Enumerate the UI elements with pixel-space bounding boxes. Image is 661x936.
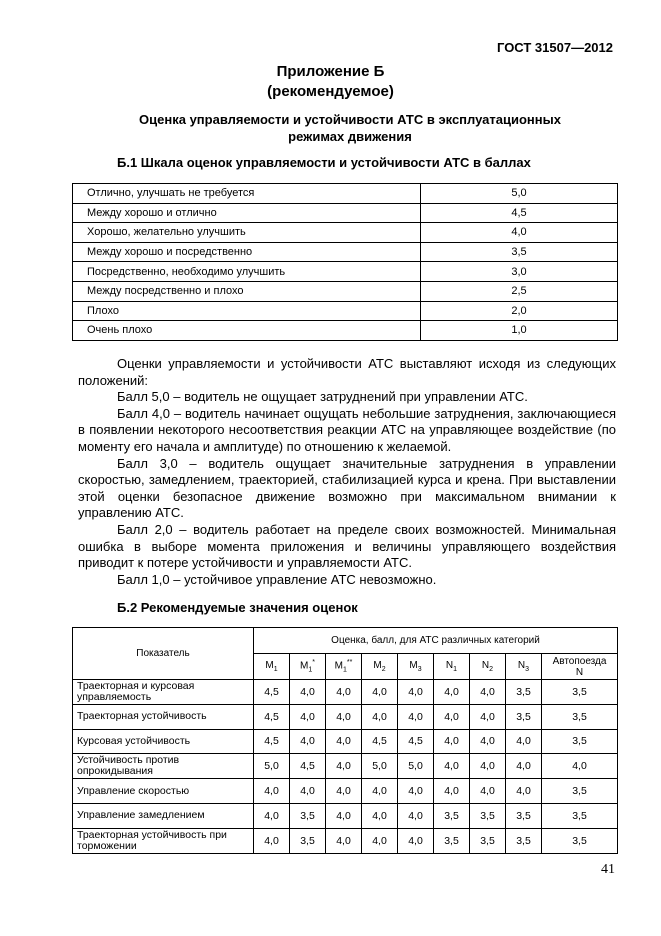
category-subscript: 1: [342, 666, 347, 674]
category-superscript: *: [312, 659, 315, 667]
score-cell: 4,0: [470, 754, 506, 779]
category-header: [434, 654, 470, 680]
score-cell: 4,0: [326, 803, 362, 828]
category-letter: M: [265, 660, 274, 671]
scale-label: Очень плохо: [73, 321, 421, 341]
scale-value: 1,0: [421, 321, 618, 341]
score-cell: 4,0: [398, 779, 434, 804]
score-cell: 4,0: [470, 704, 506, 729]
score-cell: 5,0: [254, 754, 290, 779]
scale-label: Посредственно, необходимо улучшить: [73, 262, 421, 282]
score-cell: 3,5: [506, 828, 542, 853]
indicator-name: Курсовая устойчивость: [73, 729, 254, 754]
score-cell: 4,0: [326, 704, 362, 729]
score-cell: 5,0: [362, 754, 398, 779]
score-cell: 4,0: [470, 729, 506, 754]
scale-row: [73, 242, 618, 262]
score-cell: 3,5: [506, 704, 542, 729]
appendix-heading: [40, 111, 660, 145]
heading-line-2: режимах движения: [288, 129, 412, 144]
category-subscript: 2: [489, 666, 494, 673]
scale-value: 5,0: [421, 184, 618, 204]
score-cell: 4,5: [398, 729, 434, 754]
score-cell: 3,5: [542, 704, 618, 729]
page-number: 41: [601, 862, 615, 877]
score-cell: 4,0: [362, 704, 398, 729]
table-row: [73, 729, 618, 754]
scale-label: Отлично, улучшать не требуется: [73, 184, 421, 204]
category-letter: N: [517, 660, 526, 671]
score-cell: 4,5: [254, 729, 290, 754]
score-cell: 4,0: [326, 828, 362, 853]
category-subscript: 2: [381, 666, 386, 673]
score-cell: 4,0: [290, 779, 326, 804]
trains-header-line1: Автопоезда: [552, 655, 607, 667]
table-row: [73, 754, 618, 779]
score-cell: 4,0: [434, 754, 470, 779]
paragraph: Балл 5,0 – водитель не ощущает затруднений при управлении АТС.: [117, 389, 528, 405]
category-subscript: 1: [453, 666, 458, 673]
indicator-name: Управление замедлением: [73, 803, 254, 828]
score-cell: 4,0: [398, 828, 434, 853]
score-cell: 4,0: [506, 779, 542, 804]
paragraph: Балл 1,0 – устойчивое управление АТС невозможно.: [117, 571, 437, 587]
score-cell: 4,0: [398, 704, 434, 729]
score-cell: 4,0: [542, 754, 618, 779]
scale-row: [73, 301, 618, 321]
scale-value: 4,0: [421, 223, 618, 243]
score-cell: 4,5: [254, 704, 290, 729]
score-cell: 5,0: [398, 754, 434, 779]
recommended-values-table: [72, 627, 618, 854]
score-cell: 3,5: [434, 828, 470, 853]
scale-label: Между посредственно и плохо: [73, 281, 421, 301]
category-letter: M: [300, 660, 309, 672]
score-cell: 4,0: [470, 680, 506, 705]
score-cell: 3,5: [434, 803, 470, 828]
score-cell: 4,0: [362, 779, 398, 804]
scale-label: Хорошо, желательно улучшить: [73, 223, 421, 243]
score-cell: 4,0: [362, 680, 398, 705]
table-row: [73, 680, 618, 705]
score-cell: 4,0: [398, 803, 434, 828]
score-cell: 4,0: [326, 754, 362, 779]
paragraph: Балл 2,0 – водитель работает на пределе своих возможностей. Минимальная ошибка в выборе момента приложения и величины управляющего воздействия приводит к потере устойчивости и управляемости АТС.: [78, 521, 616, 571]
scale-label: Между хорошо и посредственно: [73, 242, 421, 262]
section-1-title: Б.1 Шкала оценок управляемости и устойчивости АТС в баллах: [117, 155, 531, 170]
score-cell: 4,0: [290, 729, 326, 754]
score-cell: 4,0: [254, 779, 290, 804]
score-cell: 3,5: [470, 828, 506, 853]
score-cell: 3,5: [542, 680, 618, 705]
score-cell: 4,0: [362, 803, 398, 828]
score-cell: 3,5: [506, 680, 542, 705]
score-cell: 4,0: [290, 680, 326, 705]
score-cell: 4,0: [470, 779, 506, 804]
category-letter: M: [409, 660, 418, 671]
scale-value: 2,0: [421, 301, 618, 321]
category-subscript: 3: [417, 666, 422, 673]
score-cell: 3,5: [470, 803, 506, 828]
score-cell: 3,5: [542, 779, 618, 804]
score-cell: 4,0: [434, 704, 470, 729]
category-header: [362, 654, 398, 680]
scale-value: 4,5: [421, 203, 618, 223]
indicator-header: Показатель: [73, 628, 254, 680]
score-cell: 4,5: [290, 754, 326, 779]
category-letter: M: [373, 660, 382, 671]
indicator-name: Устойчивость против опрокидывания: [73, 754, 254, 779]
category-header: [254, 654, 290, 680]
category-group-header: Оценка, балл, для АТС различных категорий: [254, 628, 618, 654]
category-subscript: 1: [273, 666, 278, 673]
scale-row: [73, 223, 618, 243]
category-header: [398, 654, 434, 680]
standard-number: ГОСТ 31507—2012: [497, 40, 613, 55]
score-cell: 4,0: [362, 828, 398, 853]
score-cell: 4,0: [506, 754, 542, 779]
paragraph: Оценки управляемости и устойчивости АТС выставляют исходя из следующих положений:: [78, 356, 616, 388]
scale-row: [73, 184, 618, 204]
indicator-name: Траекторная устойчивость: [73, 704, 254, 729]
score-cell: 3,5: [542, 803, 618, 828]
scale-label: Между хорошо и отлично: [73, 203, 421, 223]
scale-value: 3,0: [421, 262, 618, 282]
category-header: [326, 654, 362, 680]
body-text: [78, 356, 616, 588]
trains-header: [542, 654, 618, 680]
score-cell: 4,0: [326, 729, 362, 754]
indicator-name: Управление скоростью: [73, 779, 254, 804]
category-letter: M: [334, 660, 343, 672]
scale-value: 2,5: [421, 281, 618, 301]
trains-header-line2: N: [575, 666, 584, 678]
scale-row: [73, 262, 618, 282]
appendix-title: Приложение Б: [276, 63, 385, 80]
category-subscript: 3: [525, 666, 530, 673]
score-cell: 4,0: [506, 729, 542, 754]
score-cell: 4,0: [434, 779, 470, 804]
appendix-subtitle: (рекомендуемое): [267, 83, 394, 100]
paragraph: Балл 3,0 – водитель ощущает значительные затруднения в управлении скоростью, замедлением, траекторией, стабилизацией курса и крена. При выставлении этой оценки безопасное движение возможно при максимальном внимании к управлению АТС.: [78, 455, 616, 521]
category-superscript: **: [346, 659, 353, 667]
category-header: [506, 654, 542, 680]
table-row: [73, 803, 618, 828]
scale-label: Плохо: [73, 301, 421, 321]
category-header: [290, 654, 326, 680]
score-cell: 3,5: [290, 828, 326, 853]
score-cell: 4,0: [290, 704, 326, 729]
score-cell: 4,0: [398, 680, 434, 705]
score-cell: 3,5: [290, 803, 326, 828]
score-cell: 4,0: [254, 803, 290, 828]
category-header: [470, 654, 506, 680]
indicator-name: Траекторная устойчивость при торможении: [73, 828, 254, 853]
indicator-name: Траекторная и курсовая управляемость: [73, 680, 254, 705]
scale-row: [73, 281, 618, 301]
heading-line-1: Оценка управляемости и устойчивости АТС в эксплуатационных: [139, 112, 561, 127]
score-cell: 4,5: [254, 680, 290, 705]
score-cell: 4,5: [362, 729, 398, 754]
table-row: [73, 779, 618, 804]
table-row: [73, 704, 618, 729]
score-cell: 4,0: [326, 680, 362, 705]
category-letter: N: [481, 660, 490, 671]
scale-row: [73, 203, 618, 223]
score-cell: 3,5: [542, 729, 618, 754]
score-cell: 3,5: [506, 803, 542, 828]
paragraph: Балл 4,0 – водитель начинает ощущать небольшие затруднения, заключающиеся в появлении некоторого несоответствия реакции АТС на управляющее воздействие (по моменту его начала и амплитуде) по отношению к желаемой.: [78, 405, 616, 454]
scale-value: 3,5: [421, 242, 618, 262]
score-cell: 3,5: [542, 828, 618, 853]
score-cell: 4,0: [254, 828, 290, 853]
score-cell: 4,0: [434, 729, 470, 754]
section-2-title: Б.2 Рекомендуемые значения оценок: [117, 600, 358, 615]
scale-row: [73, 321, 618, 341]
category-letter: N: [445, 660, 454, 671]
category-subscript: 1: [308, 666, 313, 674]
score-cell: 4,0: [434, 680, 470, 705]
table-row: [73, 828, 618, 853]
score-cell: 4,0: [326, 779, 362, 804]
scale-table: [72, 183, 618, 341]
